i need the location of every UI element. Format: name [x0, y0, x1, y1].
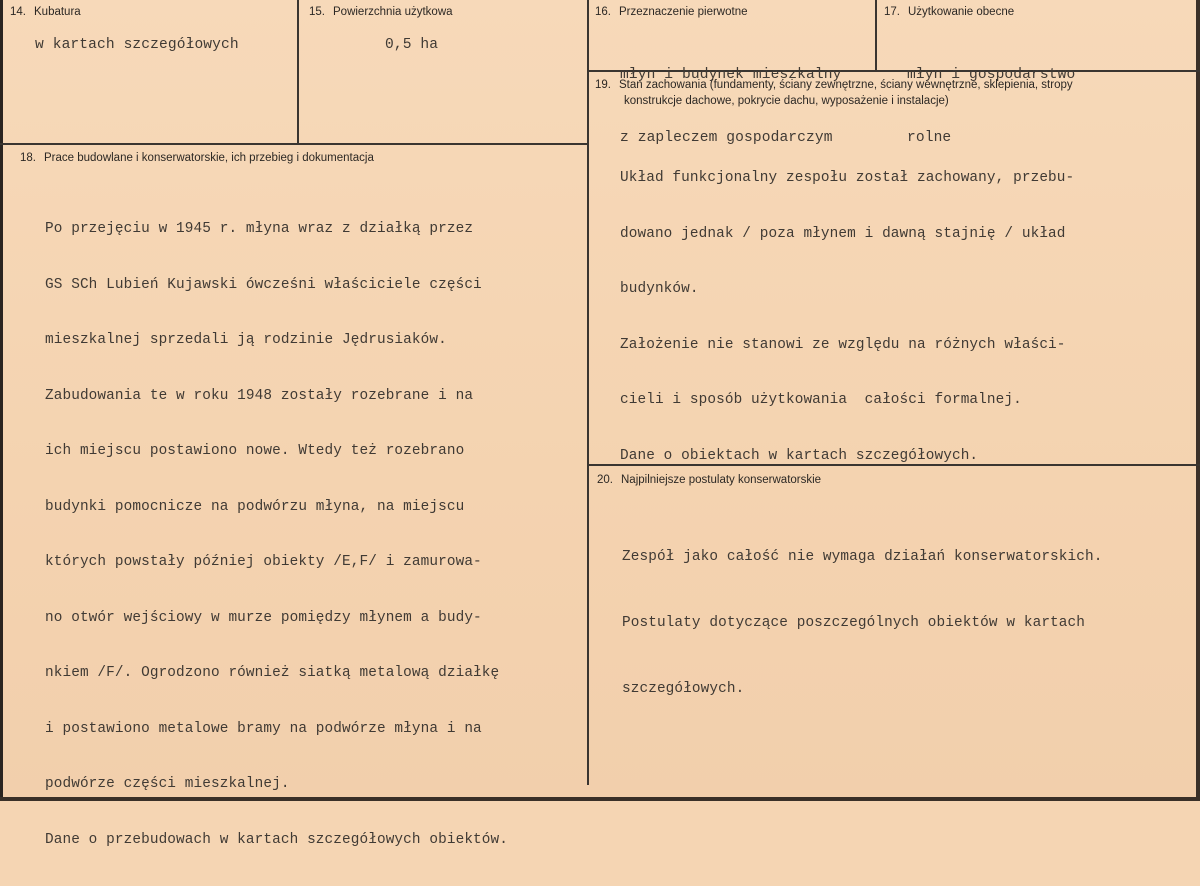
- field-15-value: 0,5 ha: [385, 37, 439, 53]
- card-left-edge: [0, 0, 3, 801]
- field-20-line: Zespół jako całość nie wymaga działań konserwatorskich.: [622, 549, 1103, 565]
- field-18-line: i postawiono metalowe bramy na podwórze młyna i na: [45, 720, 482, 737]
- field-17-line: młyn i gospodarstwo: [907, 67, 1076, 83]
- field-18-line: których powstały później obiekty /E,F/ i zamurowa-: [45, 554, 482, 570]
- field-19-line: Układ funkcjonalny zespołu został zachowany, przebu-: [620, 170, 1075, 186]
- field-16-line: z zapleczem gospodarczym: [620, 130, 833, 146]
- field-19-line: budynków.: [620, 281, 699, 297]
- field-19-label: [595, 77, 1185, 109]
- field-20-number: 20.: [597, 474, 613, 486]
- field-18-line: Dane o przebudowach w kartach szczegółowych obiektów.: [45, 831, 508, 848]
- field-18-line: budynki pomocnicze na podwórzu młyna, na miejscu: [45, 498, 465, 515]
- field-16-line: młyn i budynek mieszkalny: [620, 67, 842, 83]
- field-18-line: Po przejęciu w 1945 r. młyna wraz z działką przez: [45, 221, 474, 237]
- field-18-title: Prace budowlane i konserwatorskie, ich przebieg i dokumentacja: [44, 152, 374, 164]
- divider-16-17: [875, 0, 877, 70]
- field-15-number: 15.: [309, 6, 325, 18]
- field-18-line: ich miejscu postawiono nowe. Wtedy też rozebrano: [45, 443, 465, 459]
- field-15-title: Powierzchnia użytkowa: [333, 6, 453, 18]
- card-right-edge: [1196, 0, 1200, 801]
- field-18-line: GS SCh Lubień Kujawski ówcześni właściciele części: [45, 276, 482, 293]
- field-19-line: cieli i sposób użytkowania całości formalnej.: [620, 392, 1022, 408]
- field-14-title: Kubatura: [34, 6, 81, 18]
- field-16-label: [595, 4, 748, 20]
- field-17-number: 17.: [884, 6, 900, 18]
- divider-14-15: [297, 0, 299, 143]
- field-18-label: [20, 150, 374, 166]
- field-18-line: mieszkalnej sprzedali ją rodzinie Jędrusiaków.: [45, 332, 447, 348]
- field-19-value: [620, 132, 1074, 502]
- field-19-line: Założenie nie stanowi ze względu na różnych właści-: [620, 336, 1066, 353]
- field-17-title: Użytkowanie obecne: [908, 6, 1015, 18]
- field-14-number: 14.: [10, 6, 26, 18]
- field-15-label: [309, 4, 453, 20]
- field-20-value: [622, 502, 1102, 744]
- field-14-value: w kartach szczegółowych: [35, 37, 239, 53]
- field-19-number: 19.: [595, 79, 611, 91]
- field-20-line: szczegółowych.: [622, 681, 745, 697]
- field-18-line: no otwór wejściowy w murze pomiędzy młynem a budy-: [45, 609, 482, 626]
- field-18-value: [45, 183, 508, 886]
- divider-main: [587, 0, 589, 785]
- field-20-line: Postulaty dotyczące poszczególnych obiektów w kartach: [622, 615, 1085, 631]
- field-20-title: Najpilniejsze postulaty konserwatorskie: [621, 474, 822, 486]
- field-16-title: Przeznaczenie pierwotne: [619, 6, 748, 18]
- field-20-label: [597, 472, 821, 488]
- field-18-line: Zabudowania te w roku 1948 zostały rozebrane i na: [45, 387, 474, 404]
- field-19-title-line: konstrukcje dachowe, pokrycie dachu, wyposażenie i instalacje): [624, 95, 949, 107]
- field-19-line: dowano jednak / poza młynem i dawną stajnię / układ: [620, 225, 1066, 242]
- field-18-line: nkiem /F/. Ogrodzono również siatką metalową działkę: [45, 665, 500, 681]
- field-17-line: rolne: [907, 130, 952, 146]
- field-18-number: 18.: [20, 152, 36, 164]
- field-17-label: [884, 4, 1014, 20]
- field-18-line: podwórze części mieszkalnej.: [45, 776, 290, 792]
- field-14-label: [10, 4, 81, 20]
- field-19-line: Dane o obiektach w kartach szczegółowych.: [620, 447, 979, 464]
- field-16-number: 16.: [595, 6, 611, 18]
- rule-below-14-15: [0, 143, 588, 145]
- field-19-title-line: Stan zachowania (fundamenty, ściany zewnętrzne, ściany wewnętrzne, sklepienia, stropy: [619, 79, 1073, 91]
